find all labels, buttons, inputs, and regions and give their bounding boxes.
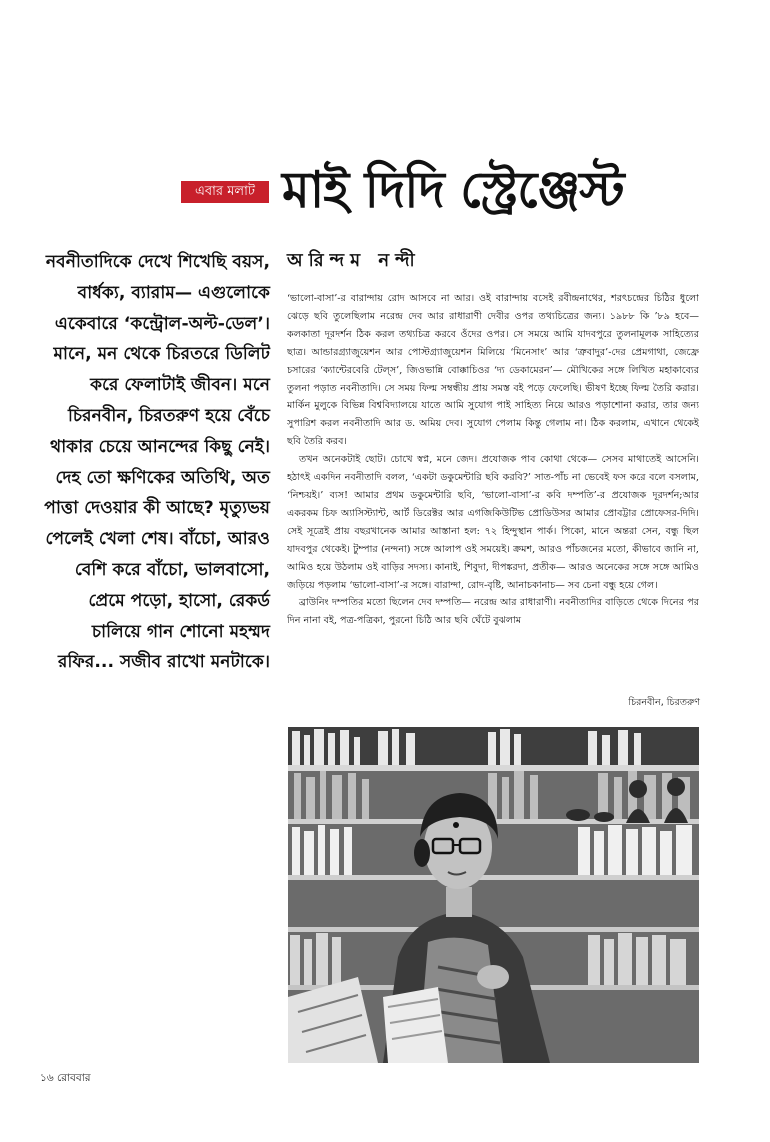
article-body (287, 290, 699, 682)
article-paragraph: ‘ভালো-বাসা’-র বারান্দায় রোদ আসবে না আর। ওই বারান্দায় বসেই রবীন্দ্রনাথের, শরৎচন্দ্রের চিঠির ধুলো ঝেড়ে ছবি তুলেছিলাম নরেন্দ্র দেব আর রাধারাণী দেবীর ওপর তথ্যচিত্রের জন্য। ১৯৮৮ কি ’৮৯ হবে— কলকাতা দূরদর্শন ঠিক করল তথ্যচিত্র করবে ওঁদের ওপর। সে সময়ে আমি যাদবপুরে তুলনামূলক সাহিত্যের ছাত্র। আন্ডারগ্র্যাজুয়েশন আর পোস্টগ্র্যাজুয়েশন মিলিয়ে ‘মিনেসাং’ আর ‘ত্রুবাদুর’-দের প্রেমগাথা, জেফ্রে চসারের ‘ক্যান্টেরবেরি টেল্‌স’, জিওভান্নি বোক্কাচিওর ‘দ্য ডেকামেরন’— মৌখিকের সঙ্গে লিখিত মহাকাব্যের তুলনা পড়াত নবনীতাদি। সে সময় ফিল্ম সম্বন্ধীয় প্রায় সমস্ত বই পড়ে ফেলেছি। ভীষণ ইচ্ছে ফিল্ম তৈরি করার। মার্কিন মুলুকে বিভিন্ন বিশ্ববিদ্যালয়ে যাতে আমি সুযোগ পাই সাহিত্য নিয়ে আরও পড়াশোনা করার, তার জন্য সুপারিশ করল নবনীতাদি আর ড. অমিয় দেব। সুযোগ পেলাম কিন্তু গেলাম না। ঠিক করলাম, এখানে থেকেই ছবি তৈরি করব। (287, 293, 699, 448)
article-paragraph: ব্রাউনিং দম্পতির মতো ছিলেন দেব দম্পতি— নরেন্দ্র আর রাধারাণী। নবনীতাদির বাড়িতে থেকে দিনের পর দিন নানা বই, পত্র-পত্রিকা, পুরনো চিঠি আর ছবি ঘেঁটে বুঝলাম (287, 597, 699, 627)
pull-quote (40, 247, 270, 678)
pull-quote-text: নবনীতাদিকে দেখে শিখেছি বয়স, বার্ধক্য, ব্যারাম— এগুলোকে একেবারে ‘কন্ট্রোল-অল্ট-ডেল’। মানে, মন থেকে চিরতরে ডিলিট করে ফেলাটাই জীবন। মনে চিরনবীন, চিরতরুণ হয়ে বেঁচে থাকার চেয়ে আনন্দের কিছু নেই। দেহ তো ক্ষণিকের অতিথি, অত পাত্তা দেওয়ার কী আছে? মৃত্যুভয় পেলেই খেলা শেষ। বাঁচো, আরও বেশি করে বাঁচো, ভালবাসো, প্রেমে পড়ো, হাসো, রেকর্ড চালিয়ে গান শোনো মহম্মদ রফির... সজীব রাখো মনটাকে। (44, 252, 270, 673)
section-tag: এবার মলাট (181, 181, 269, 203)
page-folio: ১৬ রোববার (40, 1072, 91, 1084)
article-photo (288, 727, 699, 1063)
photo-illustration (288, 727, 699, 1063)
byline: অরিন্দম নন্দী (287, 250, 421, 271)
article-paragraph: তখন অনেকটাই ছোট। চোখে স্বপ্ন, মনে জেদ। প্রযোজক পাব কোথা থেকে— সেসব মাথাতেই আসেনি। হঠাৎই একদিন নবনীতাদি বলল, ‘একটা ডকুমেন্টারি ছবি করবি?’ সাত-পাঁচ না ভেবেই ফস করে বলে বসলাম, ‘নিশ্চয়ই।’ ব্যস! আমার প্রথম ডকুমেন্টারি ছবি, ‘ভালো-বাসা’-র কবি দম্পতি’-র প্রযোজক দূরদর্শন;আর একরকম চিফ অ্যাসিস্ট্যান্ট, আর্ট ডিরেক্টর আর এগজিকিউটিভ প্রোডিউসর আমার প্রোবট্টার প্রোফেসর-দিদি। সেই সূত্রেই প্রায় বছরখানেক আমার আস্তানা হল: ৭২ হিন্দুস্থান পার্ক। পিকো, মানে অন্তরা সেন, বন্ধু ছিল যাদবপুর থেকেই। টুম্পার (নন্দনা) সঙ্গে আলাপ ওই সময়েই। ক্রমশ, আরও পাঁচজনের মতো, কীভাবে জানি না, আমিও হয়ে উঠলাম ওই বাড়ির সদস্য। কানাই, শিবুদা, দীপঙ্করদা, প্রতীক— আরও অনেকের সঙ্গে সঙ্গে আমিও জড়িয়ে পড়লাম ‘ভালো-বাসা’-র সঙ্গে। বারান্দা, রোদ-বৃষ্টি, আনাচকানাচ— সব চেনা বন্ধু হয়ে গেল। (287, 454, 699, 591)
photo-caption: চিরনবীন, চিরতরুণ (628, 697, 700, 708)
headline: মাই দিদি স্ট্রেঞ্জেস্ট (282, 160, 624, 219)
